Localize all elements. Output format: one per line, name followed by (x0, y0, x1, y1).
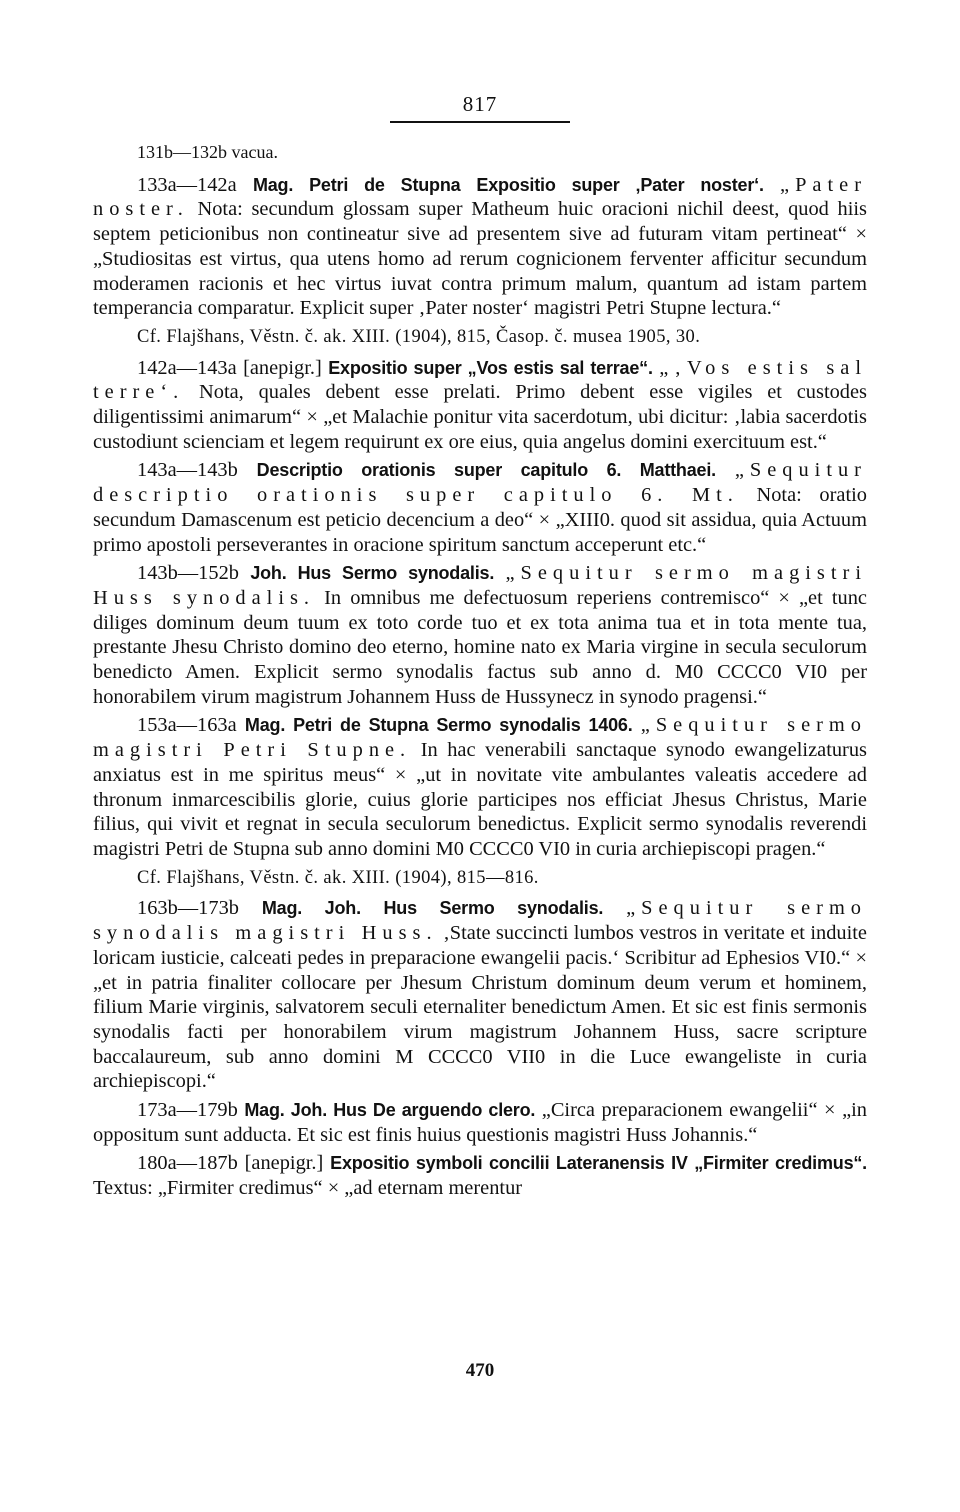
entry-text: Nota, quales debent esse prelati. Primo debent esse vigiles et custodes diligentissimi animarum“ × „et Malachie ponitur vita sacerdotum, ubi dicitur: ‚labia sacerdotis custodiunt scienciam et legem requirunt ex ore eius, quia angelus domini exercituum est.“ (93, 381, 867, 453)
entry (93, 140, 867, 165)
entry-title: Mag. Petri de Stupna Expositio super ‚Pater noster‘. (252, 174, 764, 195)
citation-note: Cf. Flajšhans, Věstn. č. ak. XIII. (1904), 815, Časop. č. musea 1905, 30. (137, 326, 701, 347)
entry-text: vacua. (231, 142, 278, 162)
anepigraph-note: [anepigr.] (244, 1152, 324, 1175)
citation-note: Cf. Flajšhans, Věstn. č. ak. XIII. (1904), 815—816. (137, 867, 539, 888)
entry-title: Joh. Hus Sermo synodalis. (250, 563, 495, 584)
folio-reference: 163b—173b (137, 897, 239, 920)
folio-reference: 173a—179b (137, 1099, 238, 1122)
header-rule (390, 121, 570, 123)
entry-incipit: „Sequitur sermo magistri Petri Stupne. (93, 714, 867, 762)
entry-title: Mag. Joh. Hus Sermo synodalis. (261, 898, 604, 919)
entry-title: Expositio super „Vos estis sal terrae“. (328, 357, 653, 378)
folio-reference: 143a—143b (137, 459, 238, 482)
entry (93, 173, 867, 321)
entry-text: Textus: „Firmiter credimus“ × „ad eternam merentur (93, 1177, 523, 1200)
entry (93, 896, 867, 1094)
folio-reference: 142a—143a (137, 356, 237, 379)
entry-text: Nota: oratio secundum Damascenum est peticio decencium a deo“ × „XIII0. quod sit assidua, quia Actuum primo apostoli perseverantes in oracione spiritum sanctum acceperunt etc.“ (93, 484, 867, 556)
entry (93, 356, 867, 455)
signature-number: 470 (465, 1360, 495, 1381)
entry-title: Mag. Joh. Hus De arguendo clero. (244, 1100, 536, 1121)
folio-reference: 153a—163a (137, 714, 237, 737)
entry (93, 1098, 867, 1147)
entry (93, 713, 867, 861)
entry-incipit: „Sequitur sermo magistri Huss synodalis. (93, 562, 867, 609)
entry-text: ‚State succincti lumbos vestros in veritate et induite loricam iusticie, calceati pedes in preparacione ewangelii pacis.‘ Scribitur ad Ephesios VI0.“ × „et in patria finaliter collocare per Jhesum Christum dominum deum verum et hominem, filium Marie virginis, salvatorem seculi eternaliter benedictum Amen. Et sic est finis sermonis synodalis facti per honorabilem virum magistrum Johannem Huss, sacre scripture baccalaureum, sub anno domini M CCCC0 VII0 in die Luce ewangeliste in curia archiepiscopi.“ (93, 922, 867, 1093)
entry-title: Descriptio orationis super capitulo 6. Matthaei. (256, 460, 716, 481)
entry-text: In omnibus me defectuosum reperiens contremisco“ × „et tunc diliges dominum deum tuum ex toto corde tuo et ex tota anima tua et in tota mente tua, prestante Jhesu Christo domino deo eterno, homine nato ex Maria virgine in secula seculorum benedicto Amen. Explicit sermo synodalis factus sub anno d. M0 CCCC0 VI0 per honorabilem virum magistrum Johannem Huss de Hussynecz in synodo pragensi.“ (93, 586, 867, 708)
page-number: 817 (462, 92, 498, 116)
entry-title: Mag. Petri de Stupna Sermo synodalis 1406. (244, 715, 633, 736)
entry (93, 561, 867, 709)
document-body (93, 140, 867, 1205)
folio-reference: 180a—187b (137, 1152, 238, 1175)
entry-incipit: „Pater noster. (93, 173, 867, 221)
entry-incipit: „Sequitur descriptio orationis super capitulo 6. Mt. (93, 459, 867, 507)
entry-incipit: „‚Vos estis sal terre‘. (93, 356, 867, 404)
folio-reference: 131b—132b (137, 142, 227, 162)
entry-incipit: „Sequitur sermo synodalis magistri Huss. (93, 897, 867, 945)
entry-text: In hac venerabili sanctaque synodo ewangelizaturus anxiatus est in me spiritus meus“ × „ut in novitate vite ambulantes valeatis accedere ad thronum inmarcescibilis glorie, cuius glorie participes nos efficiat Jhesus Christus, Marie filius, qui vivit et regnat in secula seculorum benedictus. Explicit sermo synodalis reverendi magistri Petri de Stupna sub anno domini M0 CCCC0 VI0 in curia archiepiscopi pragen.“ (93, 739, 867, 860)
anepigraph-note: [anepigr.] (243, 356, 322, 379)
entry (93, 1151, 867, 1200)
entry (93, 458, 867, 557)
entry-text: Nota: secundum glossam super Matheum huic oracioni nichil deest, quod hiis septem peticionibus non contineatur sive ad presentem sive ad futuram vitam pertineat“ × „Studiositas est virtus, qua utens homo ad rerum cognicionem ferventer afficitur secundum moderamen racionis et hec virtus iuvat contra primum malum, quantum ad istam partem temperancia comparatur. Explicit super ‚Pater noster‘ magistri Petri Stupne lectura.“ (93, 198, 867, 320)
entry-title: Expositio symboli concilii Lateranensis IV „Firmiter credimus“. (330, 1153, 867, 1174)
folio-reference: 143b—152b (137, 562, 239, 585)
folio-reference: 133a—142a (137, 173, 237, 196)
entry-text: „Circa preparacionem ewangelii“ × „in oppositum sunt adducta. Et sic est finis huius questionis magistri Huss Johannis.“ (93, 1099, 867, 1146)
